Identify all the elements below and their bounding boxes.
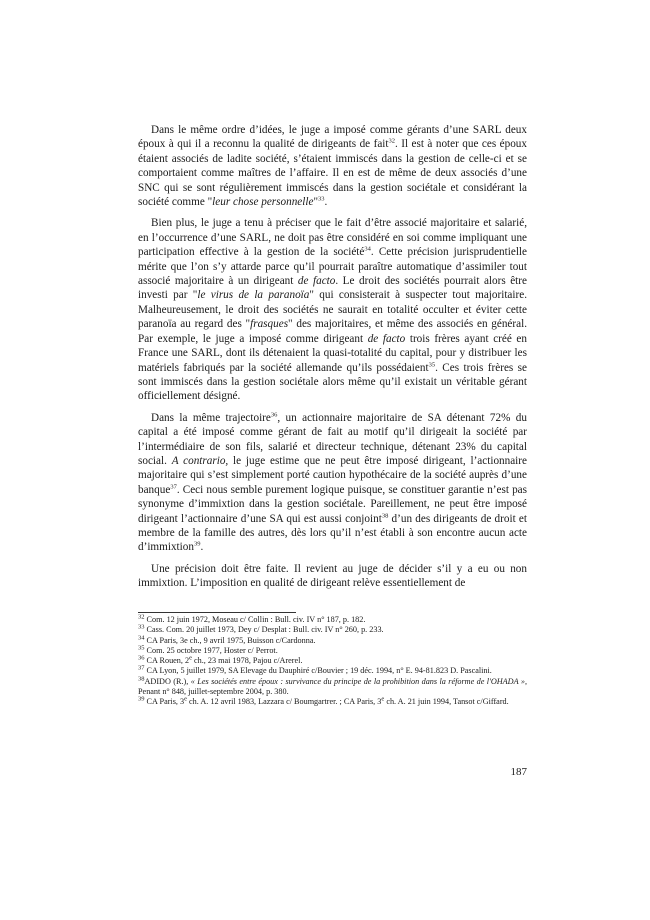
paragraph [138,411,527,555]
paragraph [138,562,527,591]
footnote [138,625,527,635]
text-run: . [324,196,328,209]
footnote [138,677,527,698]
text-run: d’un des dirigeants de droit et membre de la famille des autres, dès lors qu’il n’est établi à son encontre aucun acte d’immixtion [138,512,527,554]
text-run: trois frères ayant créé en France une SARL, dont ils détenaient la quasi-totalité du capital, pour y distribuer les matériels fabriqués par la société allemande qu’ils possédaient [138,332,527,374]
footnote [138,656,527,666]
italic-text: « Les sociétés entre époux : survivance du principe de la prohibition dans la réforme de l'OHADA » [190,676,525,686]
footnote-reference: 38 [381,511,389,519]
text-run: . Cette précision jurisprudentielle mérite que l’on s’y attarde parce qu’il pourrait paraître automatique d’assimiler tout associé majoritaire à un dirigeant [138,246,527,288]
italic-text: A contrario, [171,454,229,467]
footnote-reference: 38 [138,675,145,683]
text-run: CA Paris, 3e ch., 9 avril 1975, Buisson c/Cardonna. [144,635,316,645]
text-run: ch. A. 12 avril 1983, Lazzara c/ Boumgartrer. ; CA Paris, 3 [186,697,382,707]
text-run: . Ces trois frères se sont immiscés dans la gestion sociétale alors même qu’il existait un véritable gérant officiellement désigné. [138,361,527,403]
footnote-reference: 36 [270,410,278,418]
footnote-reference: 33 [138,623,145,631]
footnote-reference: 34 [138,633,145,641]
footnote-separator [138,612,296,613]
text-run: ch., 23 mai 1978, Pajou c/Arerel. [191,656,303,666]
footnote-reference: 35 [428,360,436,368]
footnote-reference: 39 [138,695,145,703]
footnote [138,615,527,625]
footnote [138,646,527,656]
text-run: " qui consisterait à suspecter tout majoritaire. Malheureusement, le droit des sociétés ne saurait en totalité occulter et éviter cette paranoïa au regard des " [138,289,527,331]
footnote-reference: e [184,695,187,703]
text-run: , Penant n° 848, juillet-septembre 2004, p. 380. [138,676,527,697]
footnotes [138,615,527,708]
text-run: ADIDO (R.), [144,676,191,686]
footnote-reference: 36 [138,654,145,662]
text-run: . Il est à noter que ces époux étaient associés de ladite société, s’étaient immiscés dans la gestion de celle-ci et se comportaient comme maîtres de l’affaire. Il en est de même de deux associés d’une SNC qui se sont régulièrement immiscés dans la gestion sociétale et considérant la société comme " [138,138,527,209]
footnote-reference: 34 [364,245,371,253]
body-text [138,123,527,598]
italic-text: de facto [297,275,336,288]
footnote [138,633,527,646]
text-run: ch. A. 21 juin 1994, Tansot c/Giffard. [384,697,509,707]
text-run: CA Rouen, 2 [144,656,190,666]
text-run: Une précision doit être faite. Il revient au juge de décider s’il y a eu ou non immixtion. L’imposition en qualité de dirigeant relève essentiellement de [138,562,527,590]
footnote-reference: 32 [388,137,395,145]
italic-text: frasques [250,318,289,331]
footnote-reference: 39 [193,540,201,548]
footnote-reference: 33 [318,195,325,203]
italic-text: de facto [367,332,406,345]
footnote [138,666,527,676]
text-run: le juge estime que ne peut être imposé dirigeant, l’actionnaire majoritaire qui s’est simplement porté caution hypothécaire de la société auprès d’une banque [138,454,527,496]
text-run: . Ceci nous semble purement logique puisque, se constituer garantie n’est pas synonyme d’immixtion dans la gestion sociétale. Pareillement, ne peut être imposé dirigeant l’actionnaire d’une SA qui est aussi conjoint [138,483,527,525]
italic-text: le virus de la paranoïa [197,289,310,302]
italic-text: leur chose personnelle [212,196,314,209]
text-run: CA Paris, 3 [144,697,185,707]
footnote-reference: 32 [138,613,145,621]
footnote-reference: 37 [138,664,145,672]
footnote-reference: e [189,654,192,662]
footnote-reference: e [381,695,385,703]
text-run: . Le droit des sociétés pourrait alors être investi par " [138,275,527,302]
text-run: . [200,541,204,554]
text-run: " des majoritaires, et même des associés en général. Par exemple, le juge a imposé comme dirigeant [138,318,527,345]
text-run: Dans le même ordre d’idées, le juge a imposé comme gérants d’une SARL deux époux à qui il a reconnu la qualité de dirigeants de fait [138,124,527,151]
footnote [138,697,527,707]
paragraph [138,123,527,209]
paragraph [138,216,527,403]
text-run: Dans la même trajectoire [151,411,271,424]
text-run: " [313,196,319,209]
page-number: 187 [510,766,527,778]
footnote-reference: 35 [138,644,145,652]
text-run: Bien plus, le juge a tenu à préciser que le fait d’être associé majoritaire et salarié, en l’occurrence d’une SARL, ne doit pas être considéré en soi comme impliquant une participation effective à la gestion de la société [138,217,527,259]
text-run: CA Lyon, 5 juillet 1979, SA Elevage du Dauphiré c/Bouvier ; 19 déc. 1994, n° E. 94-81.823 D. Pascalini. [144,666,492,676]
text-run: , un actionnaire majoritaire de SA détenant 72% du capital a été imposé comme gérant de fait au motif qu’il dirigeait la société par l’intermédiaire de son fils, salarié et directeur technique, détenant 23% du capital social. [138,411,527,467]
text-run: Cass. Com. 20 juillet 1973, Dey c/ Desplat : Bull. civ. IV n° 260, p. 233. [144,625,384,635]
text-run: Com. 12 juin 1972, Moseau c/ Collin : Bull. civ. IV n° 187, p. 182. [144,615,366,624]
footnote-reference: 37 [170,483,177,491]
text-run: Com. 25 octobre 1977, Hoster c/ Perrot. [144,645,278,655]
